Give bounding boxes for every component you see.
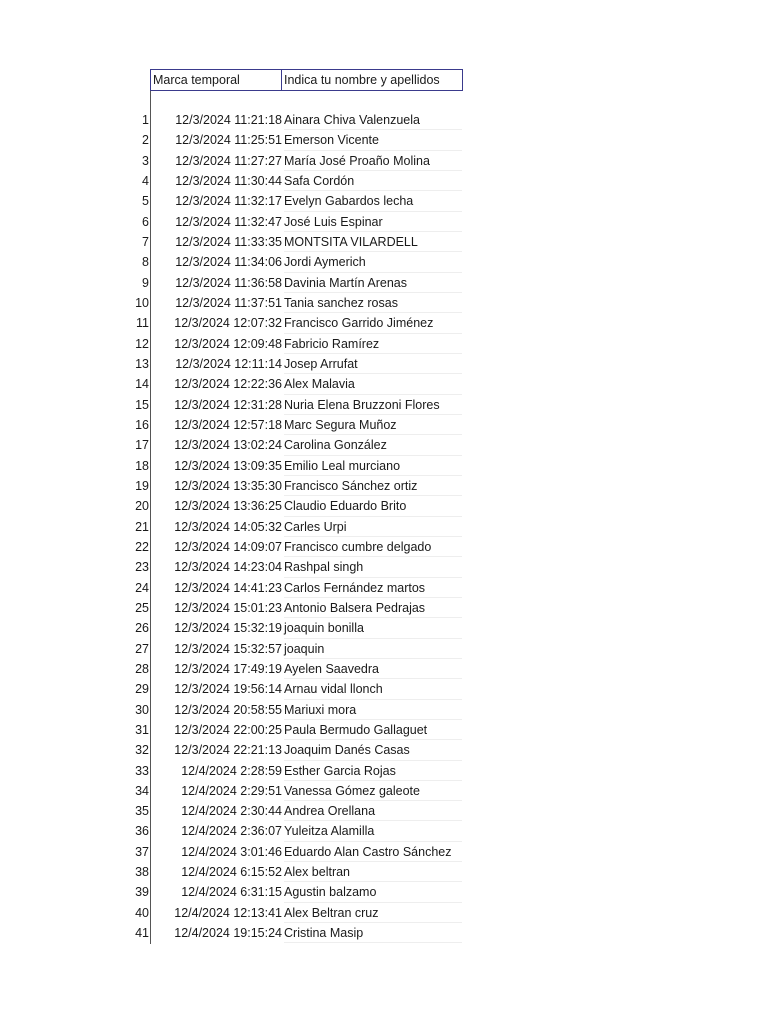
table-row: [0, 130, 768, 150]
name-cell: Tania sanchez rosas: [284, 295, 398, 310]
row-number: 16: [135, 417, 149, 432]
row-number: 19: [135, 478, 149, 493]
table-row: [0, 191, 768, 211]
row-number: 27: [135, 641, 149, 656]
row-number: 5: [142, 194, 149, 209]
row-number: 15: [135, 397, 149, 412]
table-row: [0, 151, 768, 171]
timestamp-cell: 12/3/2024 15:32:57: [174, 641, 282, 656]
table-row: [0, 293, 768, 313]
name-cell: María José Proaño Molina: [284, 153, 430, 168]
header-name: Indica tu nombre y apellidos: [282, 69, 463, 91]
table-row: [0, 415, 768, 435]
name-cell: Antonio Balsera Pedrajas: [284, 600, 426, 615]
name-cell: Alex Malavia: [284, 377, 355, 392]
timestamp-cell: 12/4/2024 2:36:07: [181, 824, 282, 839]
timestamp-cell: 12/3/2024 11:36:58: [175, 275, 282, 290]
timestamp-cell: 12/3/2024 14:09:07: [174, 539, 282, 554]
timestamp-cell: 12/3/2024 11:34:06: [175, 255, 282, 270]
timestamp-cell: 12/3/2024 11:27:27: [175, 153, 282, 168]
name-cell: Carolina González: [284, 438, 387, 453]
timestamp-cell: 12/4/2024 19:15:24: [174, 926, 282, 941]
name-cell: Jordi Aymerich: [284, 255, 366, 270]
row-number: 7: [142, 234, 149, 249]
name-cell: Carlos Fernández martos: [284, 580, 426, 595]
name-cell: Emerson Vicente: [284, 133, 379, 148]
row-number: 35: [135, 804, 149, 819]
table-row: [0, 557, 768, 577]
timestamp-cell: 12/3/2024 11:33:35: [175, 234, 282, 249]
row-number: 26: [135, 621, 149, 636]
row-number: 39: [135, 885, 149, 900]
timestamp-cell: 12/3/2024 15:32:19: [174, 621, 282, 636]
name-cell: Eduardo Alan Castro Sánchez: [284, 844, 452, 859]
timestamp-cell: 12/4/2024 2:29:51: [181, 783, 282, 798]
row-number: 6: [142, 214, 149, 229]
name-cell: MONTSITA VILARDELL: [284, 234, 418, 249]
timestamp-cell: 12/3/2024 11:32:17: [175, 194, 282, 209]
table-row: [0, 334, 768, 354]
timestamp-cell: 12/3/2024 22:21:13: [174, 743, 282, 758]
table-row: [0, 659, 768, 679]
table-row: [0, 781, 768, 801]
table-row: [0, 517, 768, 537]
row-number: 28: [135, 661, 149, 676]
row-number: 30: [135, 702, 149, 717]
timestamp-cell: 12/3/2024 11:37:51: [175, 295, 282, 310]
timestamp-cell: 12/3/2024 15:01:23: [174, 600, 282, 615]
name-cell: joaquin: [284, 641, 325, 656]
table-row: [0, 801, 768, 821]
name-cell: Yuleitza Alamilla: [284, 824, 375, 839]
row-number: 41: [135, 926, 149, 941]
timestamp-cell: 12/3/2024 12:11:14: [175, 356, 282, 371]
timestamp-cell: 12/4/2024 2:28:59: [181, 763, 282, 778]
name-cell: Joaquim Danés Casas: [284, 743, 410, 758]
table-row: [0, 639, 768, 659]
table-row: [0, 395, 768, 415]
row-number: 3: [142, 153, 149, 168]
timestamp-cell: 12/4/2024 12:13:41: [174, 905, 282, 920]
row-number: 24: [135, 580, 149, 595]
name-cell: Safa Cordón: [284, 173, 355, 188]
name-cell: Marc Segura Muñoz: [284, 417, 397, 432]
timestamp-cell: 12/3/2024 20:58:55: [174, 702, 282, 717]
table-row: [0, 232, 768, 252]
row-number: 23: [135, 560, 149, 575]
timestamp-cell: 12/3/2024 13:35:30: [174, 478, 282, 493]
table-row: [0, 252, 768, 272]
row-number: 8: [142, 255, 149, 270]
timestamp-cell: 12/4/2024 3:01:46: [181, 844, 282, 859]
table-row: [0, 761, 768, 781]
row-number: 14: [135, 377, 149, 392]
name-cell: Andrea Orellana: [284, 804, 376, 819]
table-row: [0, 679, 768, 699]
row-number: 32: [135, 743, 149, 758]
name-cell: Ayelen Saavedra: [284, 661, 379, 676]
timestamp-cell: 12/3/2024 14:05:32: [174, 519, 282, 534]
row-divider: [284, 942, 462, 943]
name-cell: Mariuxi mora: [284, 702, 357, 717]
timestamp-cell: 12/3/2024 14:41:23: [174, 580, 282, 595]
name-cell: Alex beltran: [284, 865, 351, 880]
row-number: 22: [135, 539, 149, 554]
timestamp-cell: 12/3/2024 11:21:18: [175, 113, 282, 127]
timestamp-cell: 12/3/2024 11:25:51: [175, 133, 282, 148]
name-cell: Agustin balzamo: [284, 885, 377, 900]
name-cell: Francisco cumbre delgado: [284, 539, 432, 554]
timestamp-cell: 12/3/2024 12:31:28: [174, 397, 282, 412]
timestamp-cell: 12/3/2024 12:07:32: [174, 316, 282, 331]
name-cell: Josep Arrufat: [284, 356, 358, 371]
table-row: [0, 212, 768, 232]
row-number: 31: [135, 722, 149, 737]
name-cell: Vanessa Gómez galeote: [284, 783, 420, 798]
timestamp-cell: 12/3/2024 13:02:24: [174, 438, 282, 453]
name-cell: Francisco Garrido Jiménez: [284, 316, 434, 331]
table-row: [0, 842, 768, 862]
row-number: 11: [136, 316, 149, 331]
row-number: 9: [142, 275, 149, 290]
table-row: [0, 476, 768, 496]
row-number: 10: [135, 295, 149, 310]
table-row: [0, 374, 768, 394]
table-row: [0, 578, 768, 598]
name-cell: Ainara Chiva Valenzuela: [284, 113, 420, 127]
table-row: [0, 882, 768, 902]
table-row: [0, 821, 768, 841]
name-cell: Rashpal singh: [284, 560, 364, 575]
timestamp-cell: 12/3/2024 12:09:48: [174, 336, 282, 351]
row-number: 4: [142, 173, 149, 188]
table-row: [0, 700, 768, 720]
table-row: [0, 496, 768, 516]
header-row: [150, 69, 463, 91]
timestamp-cell: 12/3/2024 19:56:14: [174, 682, 282, 697]
table-row: [0, 273, 768, 293]
row-number: 13: [135, 356, 149, 371]
timestamp-cell: 12/4/2024 6:15:52: [181, 865, 282, 880]
table-row: [0, 456, 768, 476]
table-row: [0, 313, 768, 333]
name-cell: Nuria Elena Bruzzoni Flores: [284, 397, 440, 412]
timestamp-cell: 12/3/2024 12:57:18: [174, 417, 282, 432]
row-number: 33: [135, 763, 149, 778]
row-number: 34: [135, 783, 149, 798]
table-row: [0, 435, 768, 455]
name-cell: Carles Urpi: [284, 519, 347, 534]
table-row: [0, 598, 768, 618]
row-number: 17: [135, 438, 149, 453]
timestamp-cell: 12/3/2024 14:23:04: [174, 560, 282, 575]
name-cell: Arnau vidal llonch: [284, 682, 383, 697]
row-number: 2: [142, 133, 149, 148]
name-cell: Paula Bermudo Gallaguet: [284, 722, 428, 737]
row-number: 20: [135, 499, 149, 514]
header-timestamp: Marca temporal: [150, 69, 282, 91]
name-cell: Claudio Eduardo Brito: [284, 499, 407, 514]
row-number: 25: [135, 600, 149, 615]
name-cell: José Luis Espinar: [284, 214, 383, 229]
name-cell: Cristina Masip: [284, 926, 364, 941]
name-cell: Esther Garcia Rojas: [284, 763, 396, 778]
timestamp-cell: 12/3/2024 17:49:19: [174, 661, 282, 676]
data-rows: [0, 110, 768, 943]
row-number: 36: [135, 824, 149, 839]
timestamp-cell: 12/3/2024 13:36:25: [174, 499, 282, 514]
row-number: 40: [135, 905, 149, 920]
table-row: [0, 923, 768, 943]
row-number: 18: [135, 458, 149, 473]
table-row: [0, 354, 768, 374]
timestamp-cell: 12/3/2024 11:32:47: [175, 214, 282, 229]
row-number: 1: [142, 113, 149, 127]
row-number: 21: [135, 519, 149, 534]
table-row: [0, 537, 768, 557]
row-number: 12: [135, 336, 149, 351]
timestamp-cell: 12/4/2024 6:31:15: [181, 885, 282, 900]
name-cell: Francisco Sánchez ortiz: [284, 478, 418, 493]
table-row: [0, 862, 768, 882]
name-cell: Emilio Leal murciano: [284, 458, 401, 473]
row-number: 29: [135, 682, 149, 697]
name-cell: Alex Beltran cruz: [284, 905, 379, 920]
name-cell: Fabricio Ramírez: [284, 336, 380, 351]
table-row: [0, 171, 768, 191]
name-cell: joaquin bonilla: [284, 621, 364, 636]
timestamp-cell: 12/4/2024 2:30:44: [181, 804, 282, 819]
name-cell: Davinia Martín Arenas: [284, 275, 407, 290]
timestamp-cell: 12/3/2024 11:30:44: [175, 173, 282, 188]
row-number: 38: [135, 865, 149, 880]
table-row: [0, 903, 768, 923]
name-cell: Evelyn Gabardos lecha: [284, 194, 414, 209]
table-row: [0, 740, 768, 760]
row-number: 37: [135, 844, 149, 859]
timestamp-cell: 12/3/2024 12:22:36: [174, 377, 282, 392]
timestamp-cell: 12/3/2024 22:00:25: [174, 722, 282, 737]
table-row: [0, 110, 768, 130]
table-row: [0, 720, 768, 740]
timestamp-cell: 12/3/2024 13:09:35: [174, 458, 282, 473]
table-row: [0, 618, 768, 638]
